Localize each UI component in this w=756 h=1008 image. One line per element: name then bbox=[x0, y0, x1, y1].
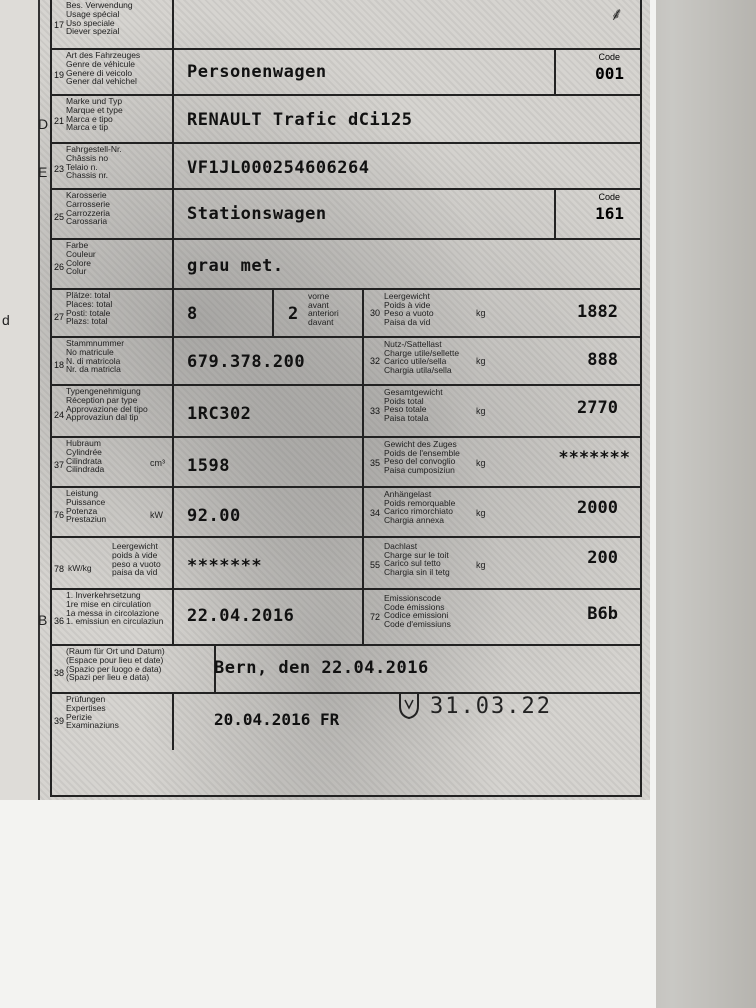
field-label: Leergewicht Poids à vide Peso a vuoto Paisa da vid bbox=[384, 291, 434, 327]
row-27 bbox=[52, 288, 640, 336]
row-25 bbox=[52, 188, 640, 238]
total-weight-cell bbox=[362, 386, 640, 436]
field-label: Emissionscode Code émissions Codice emissioni Code d'emissiuns bbox=[384, 593, 451, 629]
field-number: 25 bbox=[54, 212, 65, 222]
place-date-value: Bern, den 22.04.2016 bbox=[214, 658, 429, 678]
field-label-left: kW/kg bbox=[68, 563, 92, 573]
side-letter-d: D bbox=[38, 116, 49, 132]
field-label: Prüfungen Expertises Perizie Examinaziuns bbox=[66, 694, 119, 731]
row-76 bbox=[52, 486, 640, 536]
field-number: 34 bbox=[370, 508, 381, 518]
row-17-label-cell bbox=[52, 0, 174, 50]
unit-label: kg bbox=[476, 356, 486, 366]
row-24 bbox=[52, 384, 640, 436]
color-value: grau met. bbox=[187, 256, 284, 276]
displacement-value: 1598 bbox=[187, 456, 230, 476]
emission-code-cell bbox=[362, 590, 640, 644]
row-18 bbox=[52, 336, 640, 384]
field-label: Gesamtgewicht Poids total Peso totale Paisa totala bbox=[384, 387, 443, 423]
row-17 bbox=[52, 0, 640, 50]
total-weight-value: 2770 bbox=[577, 398, 618, 418]
code-value: 001 bbox=[595, 64, 624, 83]
row-78 bbox=[52, 536, 640, 588]
inspection-value: 20.04.2016 FR bbox=[214, 710, 340, 729]
field-label: Dachlast Charge sur le toit Carico sul tetto Chargia sin il tetg bbox=[384, 541, 450, 577]
field-number: 72 bbox=[370, 612, 381, 622]
empty-weight-cell bbox=[362, 290, 640, 336]
row-25-label-cell bbox=[52, 190, 174, 238]
row-23 bbox=[52, 142, 640, 188]
field-number: 33 bbox=[370, 406, 381, 416]
row-21 bbox=[52, 94, 640, 142]
field-number: 39 bbox=[54, 716, 65, 726]
row-39 bbox=[52, 692, 640, 795]
row-26 bbox=[52, 238, 640, 288]
type-approval-value: 1RC302 bbox=[187, 404, 252, 424]
row-36-label-cell bbox=[52, 590, 174, 644]
shield-stamp-icon bbox=[398, 690, 420, 725]
field-label: Bes. Verwendung Usage spécial Uso speciale Diever spezial bbox=[66, 0, 133, 37]
code-value: 161 bbox=[595, 204, 624, 223]
row-78-label-cell bbox=[52, 538, 174, 588]
row-19-label-cell bbox=[52, 50, 174, 94]
roof-load-cell bbox=[362, 538, 640, 588]
row-39-label-cell bbox=[52, 694, 174, 750]
front-seats-value: 2 bbox=[288, 304, 299, 324]
field-label: Farbe Couleur Colore Colur bbox=[66, 240, 96, 277]
left-margin-strip bbox=[0, 0, 40, 800]
code-label: Code bbox=[598, 52, 620, 62]
empty-weight-value: 1882 bbox=[577, 302, 618, 322]
field-number: 76 bbox=[54, 510, 65, 520]
field-label: Art des Fahrzeuges Genre de véhicule Genere di veicolo Gener dal vehichel bbox=[66, 50, 141, 87]
vehicle-type-value: Personenwagen bbox=[187, 62, 327, 82]
field-label: (Raum für Ort und Datum) (Espace pour lieu et date) (Spazio per luogo e data) (Spazi per lieu e data) bbox=[66, 646, 165, 683]
field-number: 32 bbox=[370, 356, 381, 366]
row-37 bbox=[52, 436, 640, 486]
payload-cell bbox=[362, 338, 640, 384]
field-number: 37 bbox=[54, 460, 65, 470]
master-number-value: 679.378.200 bbox=[187, 352, 306, 372]
field-label: Typengenehmigung Réception par type Approvazione del tipo Approvaziun dal tip bbox=[66, 386, 148, 423]
field-number: 36 bbox=[54, 616, 65, 626]
unit-label: kg bbox=[476, 508, 486, 518]
field-number: 26 bbox=[54, 262, 65, 272]
row-27-label-cell bbox=[52, 290, 174, 336]
field-number: 17 bbox=[54, 20, 65, 30]
vehicle-type-code-box bbox=[554, 50, 640, 94]
field-number: 21 bbox=[54, 116, 65, 126]
row-38-label-cell bbox=[52, 646, 216, 692]
field-number: 30 bbox=[370, 308, 381, 318]
field-label: 1. Inverkehrsetzung 1re mise en circulation 1a messa in circolazione 1. emissiun en circulaziun bbox=[66, 590, 164, 627]
make-model-value: RENAULT Trafic dCi125 bbox=[187, 110, 413, 130]
code-label: Code bbox=[598, 192, 620, 202]
seats-total-value: 8 bbox=[187, 304, 198, 324]
row-37-label-cell bbox=[52, 438, 174, 486]
field-number: 27 bbox=[54, 312, 65, 322]
row-76-label-cell bbox=[52, 488, 174, 536]
top-mark-icon: ⸙ bbox=[610, 4, 624, 24]
field-label: Anhängelast Poids remorquable Carico rimorchiato Chargia annexa bbox=[384, 489, 456, 525]
row-19 bbox=[52, 48, 640, 94]
field-number: 78 bbox=[54, 564, 65, 574]
train-weight-value: ******* bbox=[558, 448, 630, 468]
row-38 bbox=[52, 644, 640, 692]
inspection-stamp-date: 31.03.22 bbox=[430, 694, 552, 719]
unit-label: kg bbox=[476, 406, 486, 416]
power-value: 92.00 bbox=[187, 506, 241, 526]
field-label: Leergewicht poids à vide peso a vuoto paisa da vid bbox=[112, 541, 161, 578]
field-number: 24 bbox=[54, 410, 65, 420]
towing-weight-value: 2000 bbox=[577, 498, 618, 518]
side-letter-b: B bbox=[38, 612, 48, 628]
field-label: Nutz-/Sattellast Charge utile/sellette Carico utile/sella Chargia utila/sella bbox=[384, 339, 460, 375]
field-label: Stammnummer No matricule N. di matricola Nr. da matricla bbox=[66, 338, 125, 375]
front-seats-label: vorne avant anteriori davant bbox=[308, 291, 339, 327]
payload-value: 888 bbox=[587, 350, 618, 370]
row-23-label-cell bbox=[52, 144, 174, 188]
field-number: 35 bbox=[370, 458, 381, 468]
front-seats-cell bbox=[272, 290, 362, 336]
field-label: Hubraum Cylindrée Cilindrata Cilindrada bbox=[66, 438, 105, 475]
vehicle-registration-form bbox=[50, 0, 642, 797]
field-number: 38 bbox=[54, 668, 65, 678]
row-24-label-cell bbox=[52, 386, 174, 436]
unit-label: kg bbox=[476, 458, 486, 468]
body-type-value: Stationswagen bbox=[187, 204, 327, 224]
field-label: Leistung Puissance Potenza Prestaziun bbox=[66, 488, 107, 525]
unit-label: cm³ bbox=[150, 458, 165, 468]
field-label: Karosserie Carrosserie Carrozzeria Carossaria bbox=[66, 190, 110, 227]
row-18-label-cell bbox=[52, 338, 174, 384]
field-number: 18 bbox=[54, 360, 65, 370]
power-weight-value: ******* bbox=[187, 556, 263, 576]
field-label: Plätze: total Places: total Posti: totale Plazs: total bbox=[66, 290, 113, 327]
field-label: Marke und Typ Marque et type Marca e tipo Marca e tip bbox=[66, 96, 123, 133]
emission-code-value: B6b bbox=[587, 604, 618, 624]
unit-label: kg bbox=[476, 308, 486, 318]
field-number: 19 bbox=[54, 70, 65, 80]
roof-load-value: 200 bbox=[587, 548, 618, 568]
body-code-box bbox=[554, 190, 640, 238]
row-21-label-cell bbox=[52, 96, 174, 142]
field-number: 23 bbox=[54, 164, 65, 174]
field-label: Fahrgestell-Nr. Châssis no Telaio n. Chassis nr. bbox=[66, 144, 122, 181]
field-label: Gewicht des Zuges Poids de l'ensemble Peso del convoglio Paisa cumposiziun bbox=[384, 439, 460, 475]
field-number: 55 bbox=[370, 560, 381, 570]
row-26-label-cell bbox=[52, 240, 174, 288]
first-registration-value: 22.04.2016 bbox=[187, 606, 295, 626]
towing-weight-cell bbox=[362, 488, 640, 536]
chassis-number-value: VF1JL000254606264 bbox=[187, 158, 370, 178]
side-letter-small-d: d bbox=[2, 312, 10, 328]
side-letter-e: E bbox=[38, 164, 48, 180]
unit-label: kg bbox=[476, 560, 486, 570]
unit-label: kW bbox=[150, 510, 163, 520]
train-weight-cell bbox=[362, 438, 640, 486]
row-36 bbox=[52, 588, 640, 644]
